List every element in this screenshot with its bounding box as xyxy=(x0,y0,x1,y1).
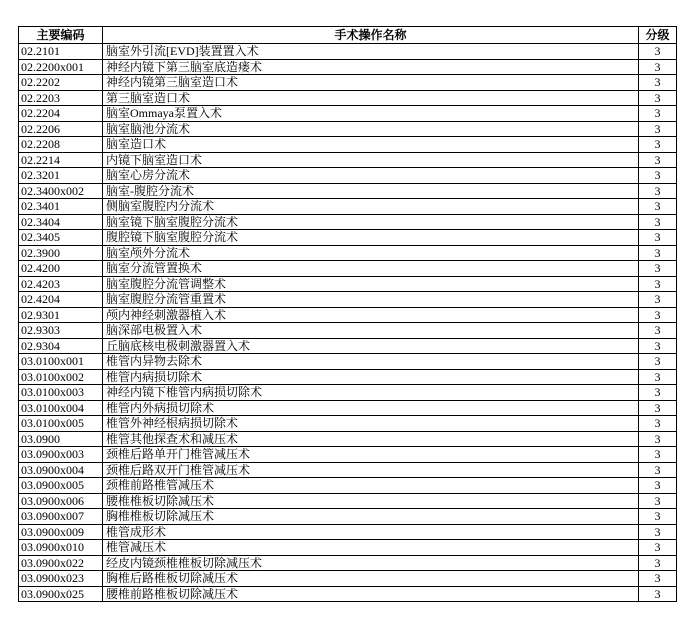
row-grade-cell: 3 xyxy=(639,416,677,432)
row-code-cell: 03.0100x004 xyxy=(19,400,103,416)
row-grade-cell: 3 xyxy=(639,44,677,60)
table-row xyxy=(19,121,677,137)
row-grade-cell: 3 xyxy=(639,261,677,277)
row-name-cell: 脑室腹腔分流管调整术 xyxy=(103,276,639,292)
row-code-cell: 02.2214 xyxy=(19,152,103,168)
table-row xyxy=(19,261,677,277)
row-name-cell: 颈椎前路椎管减压术 xyxy=(103,478,639,494)
row-code-cell: 03.0900x009 xyxy=(19,524,103,540)
table-row xyxy=(19,292,677,308)
table-row xyxy=(19,338,677,354)
row-code-cell: 02.4200 xyxy=(19,261,103,277)
row-name-cell: 脑室Ommaya泵置入术 xyxy=(103,106,639,122)
table-row xyxy=(19,75,677,91)
row-code-cell: 02.2203 xyxy=(19,90,103,106)
table-row xyxy=(19,369,677,385)
row-code-cell: 02.2208 xyxy=(19,137,103,153)
table-header-row xyxy=(19,27,677,44)
row-code-cell: 03.0900x004 xyxy=(19,462,103,478)
table-body xyxy=(19,44,677,602)
row-name-cell: 脑室脑池分流术 xyxy=(103,121,639,137)
row-name-cell: 神经内镜下第三脑室底造瘘术 xyxy=(103,59,639,75)
row-name-cell: 脑室心房分流术 xyxy=(103,168,639,184)
row-name-cell: 腹腔镜下脑室腹腔分流术 xyxy=(103,230,639,246)
row-name-cell: 经皮内镜颈椎椎板切除减压术 xyxy=(103,555,639,571)
table-row xyxy=(19,137,677,153)
table-row xyxy=(19,106,677,122)
table-row xyxy=(19,245,677,261)
row-name-cell: 神经内镜下椎管内病损切除术 xyxy=(103,385,639,401)
row-code-cell: 02.2206 xyxy=(19,121,103,137)
row-code-cell: 03.0100x002 xyxy=(19,369,103,385)
row-grade-cell: 3 xyxy=(639,478,677,494)
row-code-cell: 03.0900 xyxy=(19,431,103,447)
row-code-cell: 02.9301 xyxy=(19,307,103,323)
row-code-cell: 03.0900x023 xyxy=(19,571,103,587)
row-grade-cell: 3 xyxy=(639,152,677,168)
row-name-cell: 脑室造口术 xyxy=(103,137,639,153)
row-code-cell: 03.0900x005 xyxy=(19,478,103,494)
row-grade-cell: 3 xyxy=(639,462,677,478)
row-name-cell: 颈椎后路双开门椎管减压术 xyxy=(103,462,639,478)
table-row xyxy=(19,571,677,587)
row-grade-cell: 3 xyxy=(639,354,677,370)
row-grade-cell: 3 xyxy=(639,493,677,509)
row-code-cell: 03.0100x005 xyxy=(19,416,103,432)
table-row xyxy=(19,44,677,60)
table-row xyxy=(19,431,677,447)
row-name-cell: 神经内镜第三脑室造口术 xyxy=(103,75,639,91)
row-name-cell: 脑室颅外分流术 xyxy=(103,245,639,261)
header-grade: 分级 xyxy=(639,27,677,44)
row-code-cell: 02.3405 xyxy=(19,230,103,246)
table-row xyxy=(19,478,677,494)
row-code-cell: 02.9303 xyxy=(19,323,103,339)
table-row xyxy=(19,416,677,432)
row-grade-cell: 3 xyxy=(639,540,677,556)
row-code-cell: 02.2204 xyxy=(19,106,103,122)
row-grade-cell: 3 xyxy=(639,338,677,354)
row-name-cell: 椎管内异物去除术 xyxy=(103,354,639,370)
header-code: 主要编码 xyxy=(19,27,103,44)
row-grade-cell: 3 xyxy=(639,276,677,292)
row-name-cell: 椎管外神经根病损切除术 xyxy=(103,416,639,432)
row-name-cell: 椎管其他探查术和减压术 xyxy=(103,431,639,447)
row-name-cell: 椎管内病损切除术 xyxy=(103,369,639,385)
header-name: 手术操作名称 xyxy=(103,27,639,44)
table-row xyxy=(19,276,677,292)
table-row xyxy=(19,354,677,370)
row-grade-cell: 3 xyxy=(639,586,677,602)
row-name-cell: 颅内神经刺激器植入术 xyxy=(103,307,639,323)
row-name-cell: 脑室-腹腔分流术 xyxy=(103,183,639,199)
table-row xyxy=(19,199,677,215)
table-row xyxy=(19,509,677,525)
row-grade-cell: 3 xyxy=(639,168,677,184)
row-code-cell: 02.9304 xyxy=(19,338,103,354)
row-code-cell: 03.0100x003 xyxy=(19,385,103,401)
row-grade-cell: 3 xyxy=(639,385,677,401)
row-name-cell: 第三脑室造口术 xyxy=(103,90,639,106)
row-code-cell: 03.0900x025 xyxy=(19,586,103,602)
row-grade-cell: 3 xyxy=(639,59,677,75)
row-code-cell: 02.3400x002 xyxy=(19,183,103,199)
row-name-cell: 侧脑室腹腔内分流术 xyxy=(103,199,639,215)
surgery-grade-table xyxy=(18,26,677,602)
row-grade-cell: 3 xyxy=(639,230,677,246)
table-row xyxy=(19,230,677,246)
row-grade-cell: 3 xyxy=(639,400,677,416)
row-code-cell: 02.2202 xyxy=(19,75,103,91)
table-row xyxy=(19,586,677,602)
row-name-cell: 胸椎后路椎板切除减压术 xyxy=(103,571,639,587)
table-row xyxy=(19,400,677,416)
row-name-cell: 脑室腹腔分流管重置术 xyxy=(103,292,639,308)
table-row xyxy=(19,214,677,230)
row-name-cell: 脑室分流管置换术 xyxy=(103,261,639,277)
row-grade-cell: 3 xyxy=(639,509,677,525)
row-grade-cell: 3 xyxy=(639,137,677,153)
row-grade-cell: 3 xyxy=(639,106,677,122)
row-grade-cell: 3 xyxy=(639,199,677,215)
row-code-cell: 02.3201 xyxy=(19,168,103,184)
row-name-cell: 内镜下脑室造口术 xyxy=(103,152,639,168)
table-row xyxy=(19,540,677,556)
table-row xyxy=(19,183,677,199)
table-row xyxy=(19,152,677,168)
row-code-cell: 02.2200x001 xyxy=(19,59,103,75)
row-name-cell: 胸椎椎板切除减压术 xyxy=(103,509,639,525)
row-code-cell: 03.0900x006 xyxy=(19,493,103,509)
row-code-cell: 02.2101 xyxy=(19,44,103,60)
row-grade-cell: 3 xyxy=(639,323,677,339)
row-name-cell: 丘脑底核电极刺激器置入术 xyxy=(103,338,639,354)
row-grade-cell: 3 xyxy=(639,121,677,137)
table-row xyxy=(19,462,677,478)
row-grade-cell: 3 xyxy=(639,183,677,199)
row-code-cell: 03.0900x010 xyxy=(19,540,103,556)
row-name-cell: 脑深部电极置入术 xyxy=(103,323,639,339)
row-grade-cell: 3 xyxy=(639,292,677,308)
row-code-cell: 02.3404 xyxy=(19,214,103,230)
row-code-cell: 03.0900x007 xyxy=(19,509,103,525)
table-row xyxy=(19,168,677,184)
row-grade-cell: 3 xyxy=(639,75,677,91)
table-row xyxy=(19,90,677,106)
row-grade-cell: 3 xyxy=(639,214,677,230)
row-code-cell: 02.4204 xyxy=(19,292,103,308)
row-grade-cell: 3 xyxy=(639,245,677,261)
table-row xyxy=(19,385,677,401)
row-grade-cell: 3 xyxy=(639,555,677,571)
table-row xyxy=(19,493,677,509)
row-grade-cell: 3 xyxy=(639,447,677,463)
row-name-cell: 椎管成形术 xyxy=(103,524,639,540)
table-row xyxy=(19,524,677,540)
row-code-cell: 03.0900x022 xyxy=(19,555,103,571)
row-name-cell: 腰椎椎板切除减压术 xyxy=(103,493,639,509)
row-name-cell: 颈椎后路单开门椎管减压术 xyxy=(103,447,639,463)
row-code-cell: 03.0100x001 xyxy=(19,354,103,370)
row-code-cell: 02.3900 xyxy=(19,245,103,261)
row-grade-cell: 3 xyxy=(639,524,677,540)
row-name-cell: 腰椎前路椎板切除减压术 xyxy=(103,586,639,602)
table-row xyxy=(19,555,677,571)
row-grade-cell: 3 xyxy=(639,369,677,385)
row-name-cell: 椎管内外病损切除术 xyxy=(103,400,639,416)
row-code-cell: 03.0900x003 xyxy=(19,447,103,463)
table-row xyxy=(19,323,677,339)
row-grade-cell: 3 xyxy=(639,307,677,323)
row-name-cell: 椎管减压术 xyxy=(103,540,639,556)
table-row xyxy=(19,59,677,75)
table-row xyxy=(19,447,677,463)
row-grade-cell: 3 xyxy=(639,571,677,587)
table-row xyxy=(19,307,677,323)
row-code-cell: 02.3401 xyxy=(19,199,103,215)
row-code-cell: 02.4203 xyxy=(19,276,103,292)
row-name-cell: 脑室外引流[EVD]装置置入术 xyxy=(103,44,639,60)
row-grade-cell: 3 xyxy=(639,90,677,106)
row-name-cell: 脑室镜下脑室腹腔分流术 xyxy=(103,214,639,230)
row-grade-cell: 3 xyxy=(639,431,677,447)
